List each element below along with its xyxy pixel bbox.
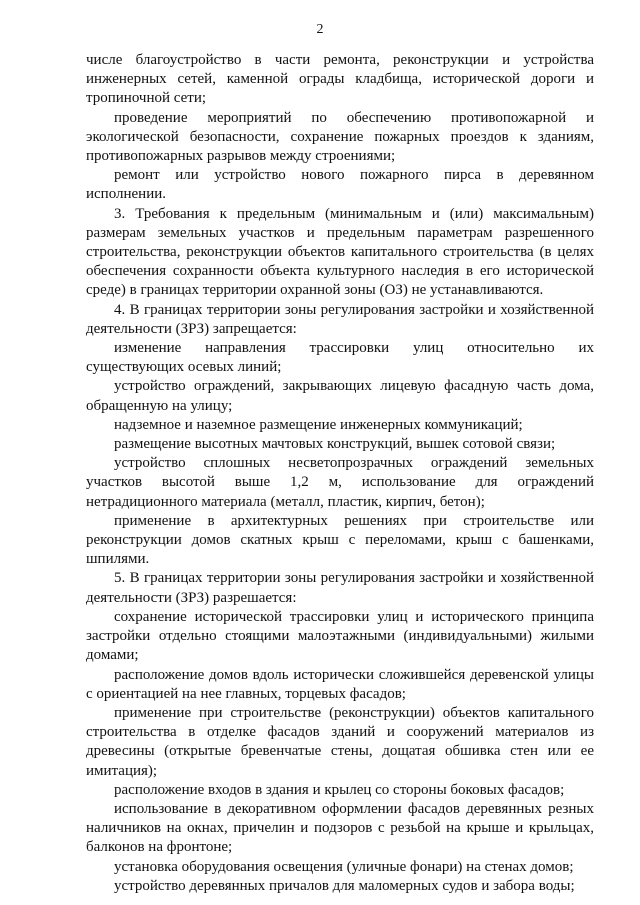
paragraph-allowed-street-tracing: сохранение исторической трассировки улиц и исторического принципа застройки отдельно стоящими малоэтажными (индивидуальными) жилыми домами; [86, 608, 594, 664]
document-body [86, 51, 594, 896]
paragraph-fire-safety: проведение мероприятий по обеспечению противопожарной и экологической безопасности, сохранение пожарных проездов к зданиям, противопожарных разрывов между строениями; [86, 109, 594, 165]
paragraph-prohibited-solid-fences: устройство сплошных несветопрозрачных ограждений земельных участков высотой выше 1,2 м, использование для ограждений нетрадиционного материала (металл, пластик, кирпич, бетон); [86, 455, 594, 510]
paragraph-item-4: 4. В границах территории зоны регулирования застройки и хозяйственной деятельности (ЗРЗ) запрещается: [86, 301, 594, 337]
paragraph-prohibited-street-change: изменение направления трассировки улиц относительно их существующих осевых линий; [86, 340, 594, 376]
paragraph-prohibited-roofs: применение в архитектурных решениях при строительстве или реконструкции домов скатных крыш с переломами, крыш с башенками, шпилями. [86, 512, 594, 568]
paragraph-allowed-piers: устройство деревянных причалов для маломерных судов и забора воды; [114, 877, 575, 894]
paragraph-allowed-lighting: установка оборудования освещения (уличные фонари) на стенах домов; [114, 858, 574, 875]
paragraph-allowed-wood-materials: применение при строительстве (реконструкции) объектов капитального строительства в отделке фасадов зданий и сооружений материалов из древесины (открытые бревенчатые стены, дощатая обшивка стен или ее имитация); [86, 704, 594, 779]
paragraph-prohibited-fences-facade: устройство ограждений, закрывающих лицевую фасадную часть дома, обращенную на улицу; [86, 378, 594, 414]
paragraph-item-5: 5. В границах территории зоны регулирования застройки и хозяйственной деятельности (ЗРЗ) разрешается: [86, 570, 594, 606]
paragraph-fire-pier: ремонт или устройство нового пожарного пирса в деревянном исполнении. [86, 167, 594, 203]
paragraph-prohibited-utilities: надземное и наземное размещение инженерных коммуникаций; [114, 416, 523, 433]
paragraph-item-3: 3. Требования к предельным (минимальным и (или) максимальным) размерам земельных участков и предельным параметрам разрешенного строительства, реконструкции объектов капитального строительства (в целях обеспечения сохранности объекта культурного наследия в его исторической среде) в границах территории охранной зоны (ОЗ) не устанавливаются. [86, 205, 594, 299]
paragraph-allowed-entrances: расположение входов в здания и крылец со стороны боковых фасадов; [114, 781, 565, 798]
paragraph-continuation: числе благоустройство в части ремонта, реконструкции и устройства инженерных сетей, каменной ограды кладбища, исторической дороги и тропиночной сети; [86, 52, 594, 107]
paragraph-allowed-house-placement: расположение домов вдоль исторически сложившейся деревенской улицы с ориентацией на нее главных, торцевых фасадов; [86, 666, 594, 702]
paragraph-allowed-decor: использование в декоративном оформлении фасадов деревянных резных наличников на окнах, причелин и подзоров с резьбой на крыше и крыльцах, балконов на фронтоне; [86, 800, 594, 856]
page-number: 2 [316, 22, 324, 37]
paragraph-prohibited-towers: размещение высотных мачтовых конструкций, вышек сотовой связи; [114, 436, 556, 453]
